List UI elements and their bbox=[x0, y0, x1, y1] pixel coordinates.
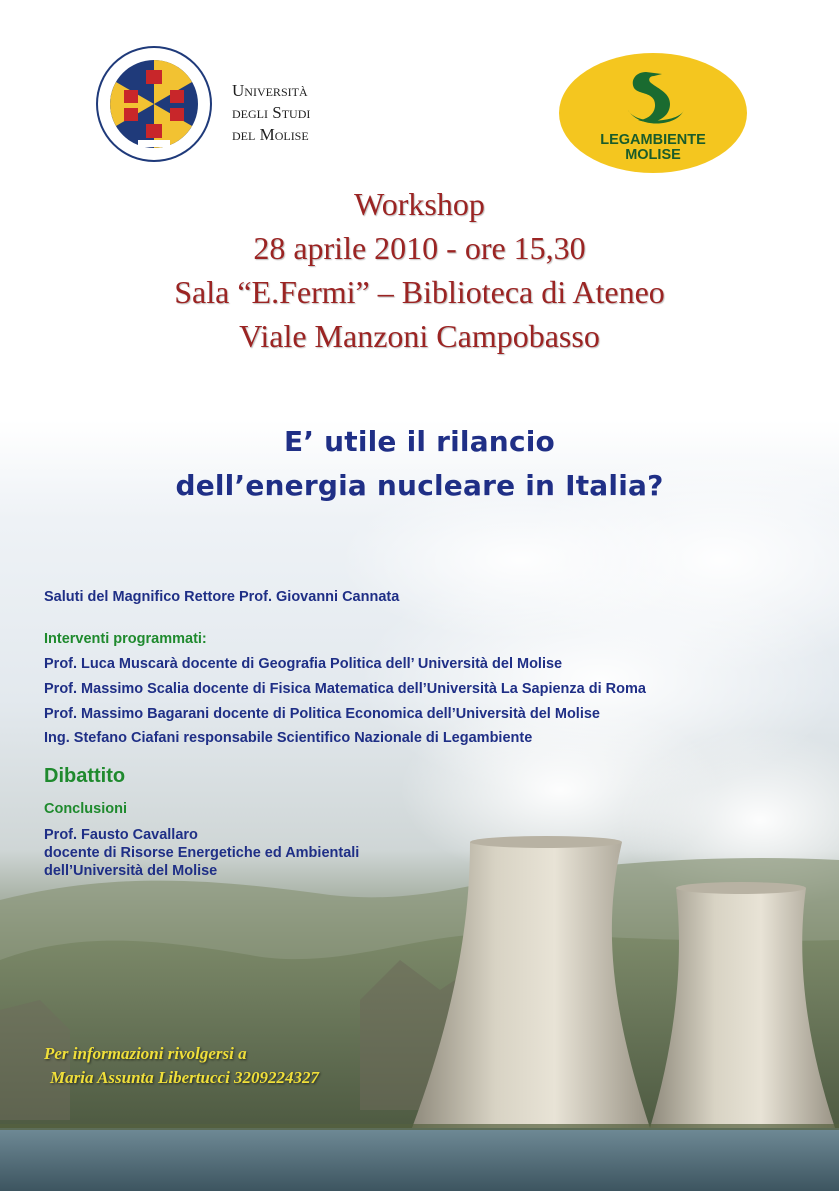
speaker-item: Prof. Luca Muscarà docente di Geografia Politica dell’ Università del Molise bbox=[44, 656, 563, 672]
question-line-2: dell’energia nucleare in Italia? bbox=[175, 469, 664, 502]
legambiente-region: MOLISE bbox=[625, 147, 681, 163]
question-line-1: E’ utile il rilancio bbox=[284, 425, 555, 458]
event-title: Workshop bbox=[354, 186, 485, 222]
conclusions-line: docente di Risorse Energetiche ed Ambientali bbox=[44, 845, 360, 861]
university-seal-logo bbox=[94, 44, 214, 164]
debate-heading: Dibattito bbox=[44, 765, 126, 787]
legambiente-name: LEGAMBIENTE bbox=[600, 132, 706, 148]
university-name-line: del Molise bbox=[232, 125, 309, 144]
interventions-heading: Interventi programmati: bbox=[44, 631, 207, 647]
contact-line-2: Maria Assunta Libertucci 3209224327 bbox=[50, 1068, 320, 1087]
legambiente-wordmark bbox=[558, 133, 748, 163]
university-name-line: degli Studi bbox=[232, 103, 311, 122]
university-name-line: Università bbox=[232, 81, 308, 100]
event-address: Viale Manzoni Campobasso bbox=[239, 318, 600, 354]
event-date-time: 28 aprile 2010 - ore 15,30 bbox=[253, 230, 586, 266]
greetings: Saluti del Magnifico Rettore Prof. Giovanni Cannata bbox=[44, 589, 400, 605]
event-venue: Sala “E.Fermi” – Biblioteca di Ateneo bbox=[174, 274, 665, 310]
conclusions-line: dell’Università del Molise bbox=[44, 863, 218, 879]
speaker-item: Prof. Massimo Scalia docente di Fisica Matematica dell’Università La Sapienza di Roma bbox=[44, 681, 646, 697]
contact-line-1: Per informazioni rivolgersi a bbox=[44, 1044, 247, 1063]
speaker-item: Ing. Stefano Ciafani responsabile Scientifico Nazionale di Legambiente bbox=[44, 730, 533, 746]
conclusions-heading: Conclusioni bbox=[44, 801, 127, 817]
speaker-item: Prof. Massimo Bagarani docente di Politica Economica dell’Università del Molise bbox=[44, 706, 600, 722]
conclusions-line: Prof. Fausto Cavallaro bbox=[44, 827, 198, 843]
university-name bbox=[232, 80, 310, 146]
